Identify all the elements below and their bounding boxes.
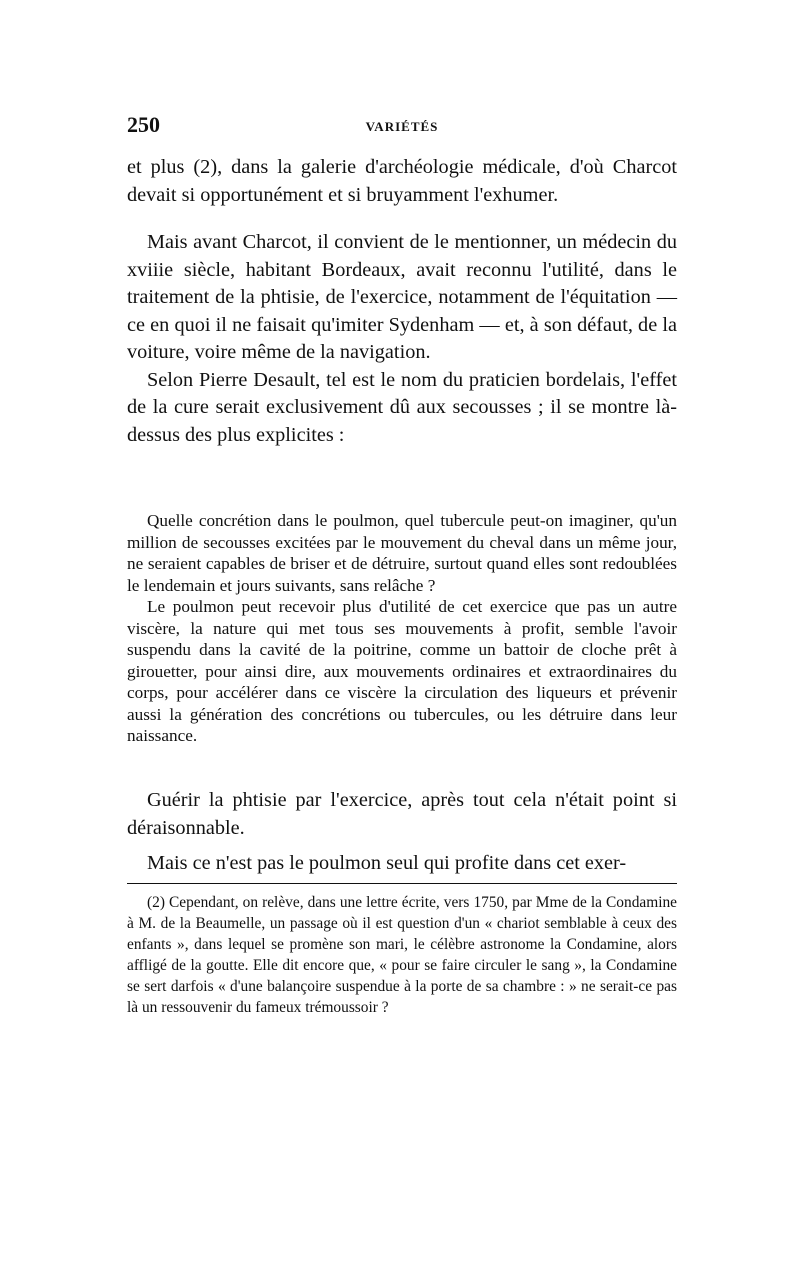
quote-paragraph-2: Le poulmon peut recevoir plus d'utilité de cet exercice que pas un autre viscère, la nature qui met tous ses mouvements à profit, semble l'avoir suspendu dans la cavité de la poitrine, comme un battoir de cloche prêt à girouetter, pour ainsi dire, aux mouvements ordinaires et extraordinaires du corps, pour accélérer dans ce viscère la circulation des liqueurs et prévenir aussi la génération des concrétions ou tubercules, ou les détruire dans leur naissance. xyxy=(127,597,677,745)
body-text-bottom xyxy=(127,787,677,878)
footnote xyxy=(127,892,677,1018)
paragraph-charcot: Mais avant Charcot, il convient de le mentionner, un médecin du xviiie siècle, habitant Bordeaux, avait reconnu l'utilité, dans le traitement de la phtisie, de l'exercice, notamment de l'équitation — ce en quoi il ne faisait qu'imiter Sydenham — et, à son défaut, de la voiture, voire même de la navigation. xyxy=(127,231,677,363)
page-number: 250 xyxy=(127,112,160,137)
paragraph-conclusion: Guérir la phtisie par l'exercice, après tout cela n'était point si déraisonnable. xyxy=(127,789,677,839)
running-header xyxy=(127,112,677,142)
block-quote xyxy=(127,510,677,747)
footnote-text: (2) Cependant, on relève, dans une lettre écrite, vers 1750, par Mme de la Condamine à M. de la Beaumelle, un passage où il est question d'un « chariot semblable à ceux des enfants », dans lequel se promène son mari, le célèbre astronome la Condamine, alors affligé de la goutte. Elle dit encore que, « pour se faire circuler le sang », la Condamine se sert darfois « d'une balançoire suspendue à la porte de sa chambre : » ne serait-ce pas là un ressouvenir du fameux trémoussoir ? xyxy=(127,894,677,1016)
body-text-top xyxy=(127,154,677,449)
quote-paragraph-1: Quelle concrétion dans le poulmon, quel tubercule peut-on imaginer, qu'un million de secousses excitées par le mouvement du cheval dans un même jour, ne seraient capables de briser et de détruire, surtout quand elles sont redoublées le lendemain et jours suivants, sans relâche ? xyxy=(127,511,677,595)
paragraph-desault: Selon Pierre Desault, tel est le nom du praticien bordelais, l'effet de la cure serait exclusivement dû aux secousses ; il se montre là-dessus des plus explicites : xyxy=(127,368,677,446)
running-title: VARIÉTÉS xyxy=(365,119,439,134)
paragraph-continues: Mais ce n'est pas le poulmon seul qui profite dans cet exer- xyxy=(147,852,627,874)
footnote-rule xyxy=(127,883,677,884)
paragraph-continuation: et plus (2), dans la galerie d'archéologie médicale, d'où Charcot devait si opportunément et si bruyamment l'exhumer. xyxy=(127,156,677,206)
